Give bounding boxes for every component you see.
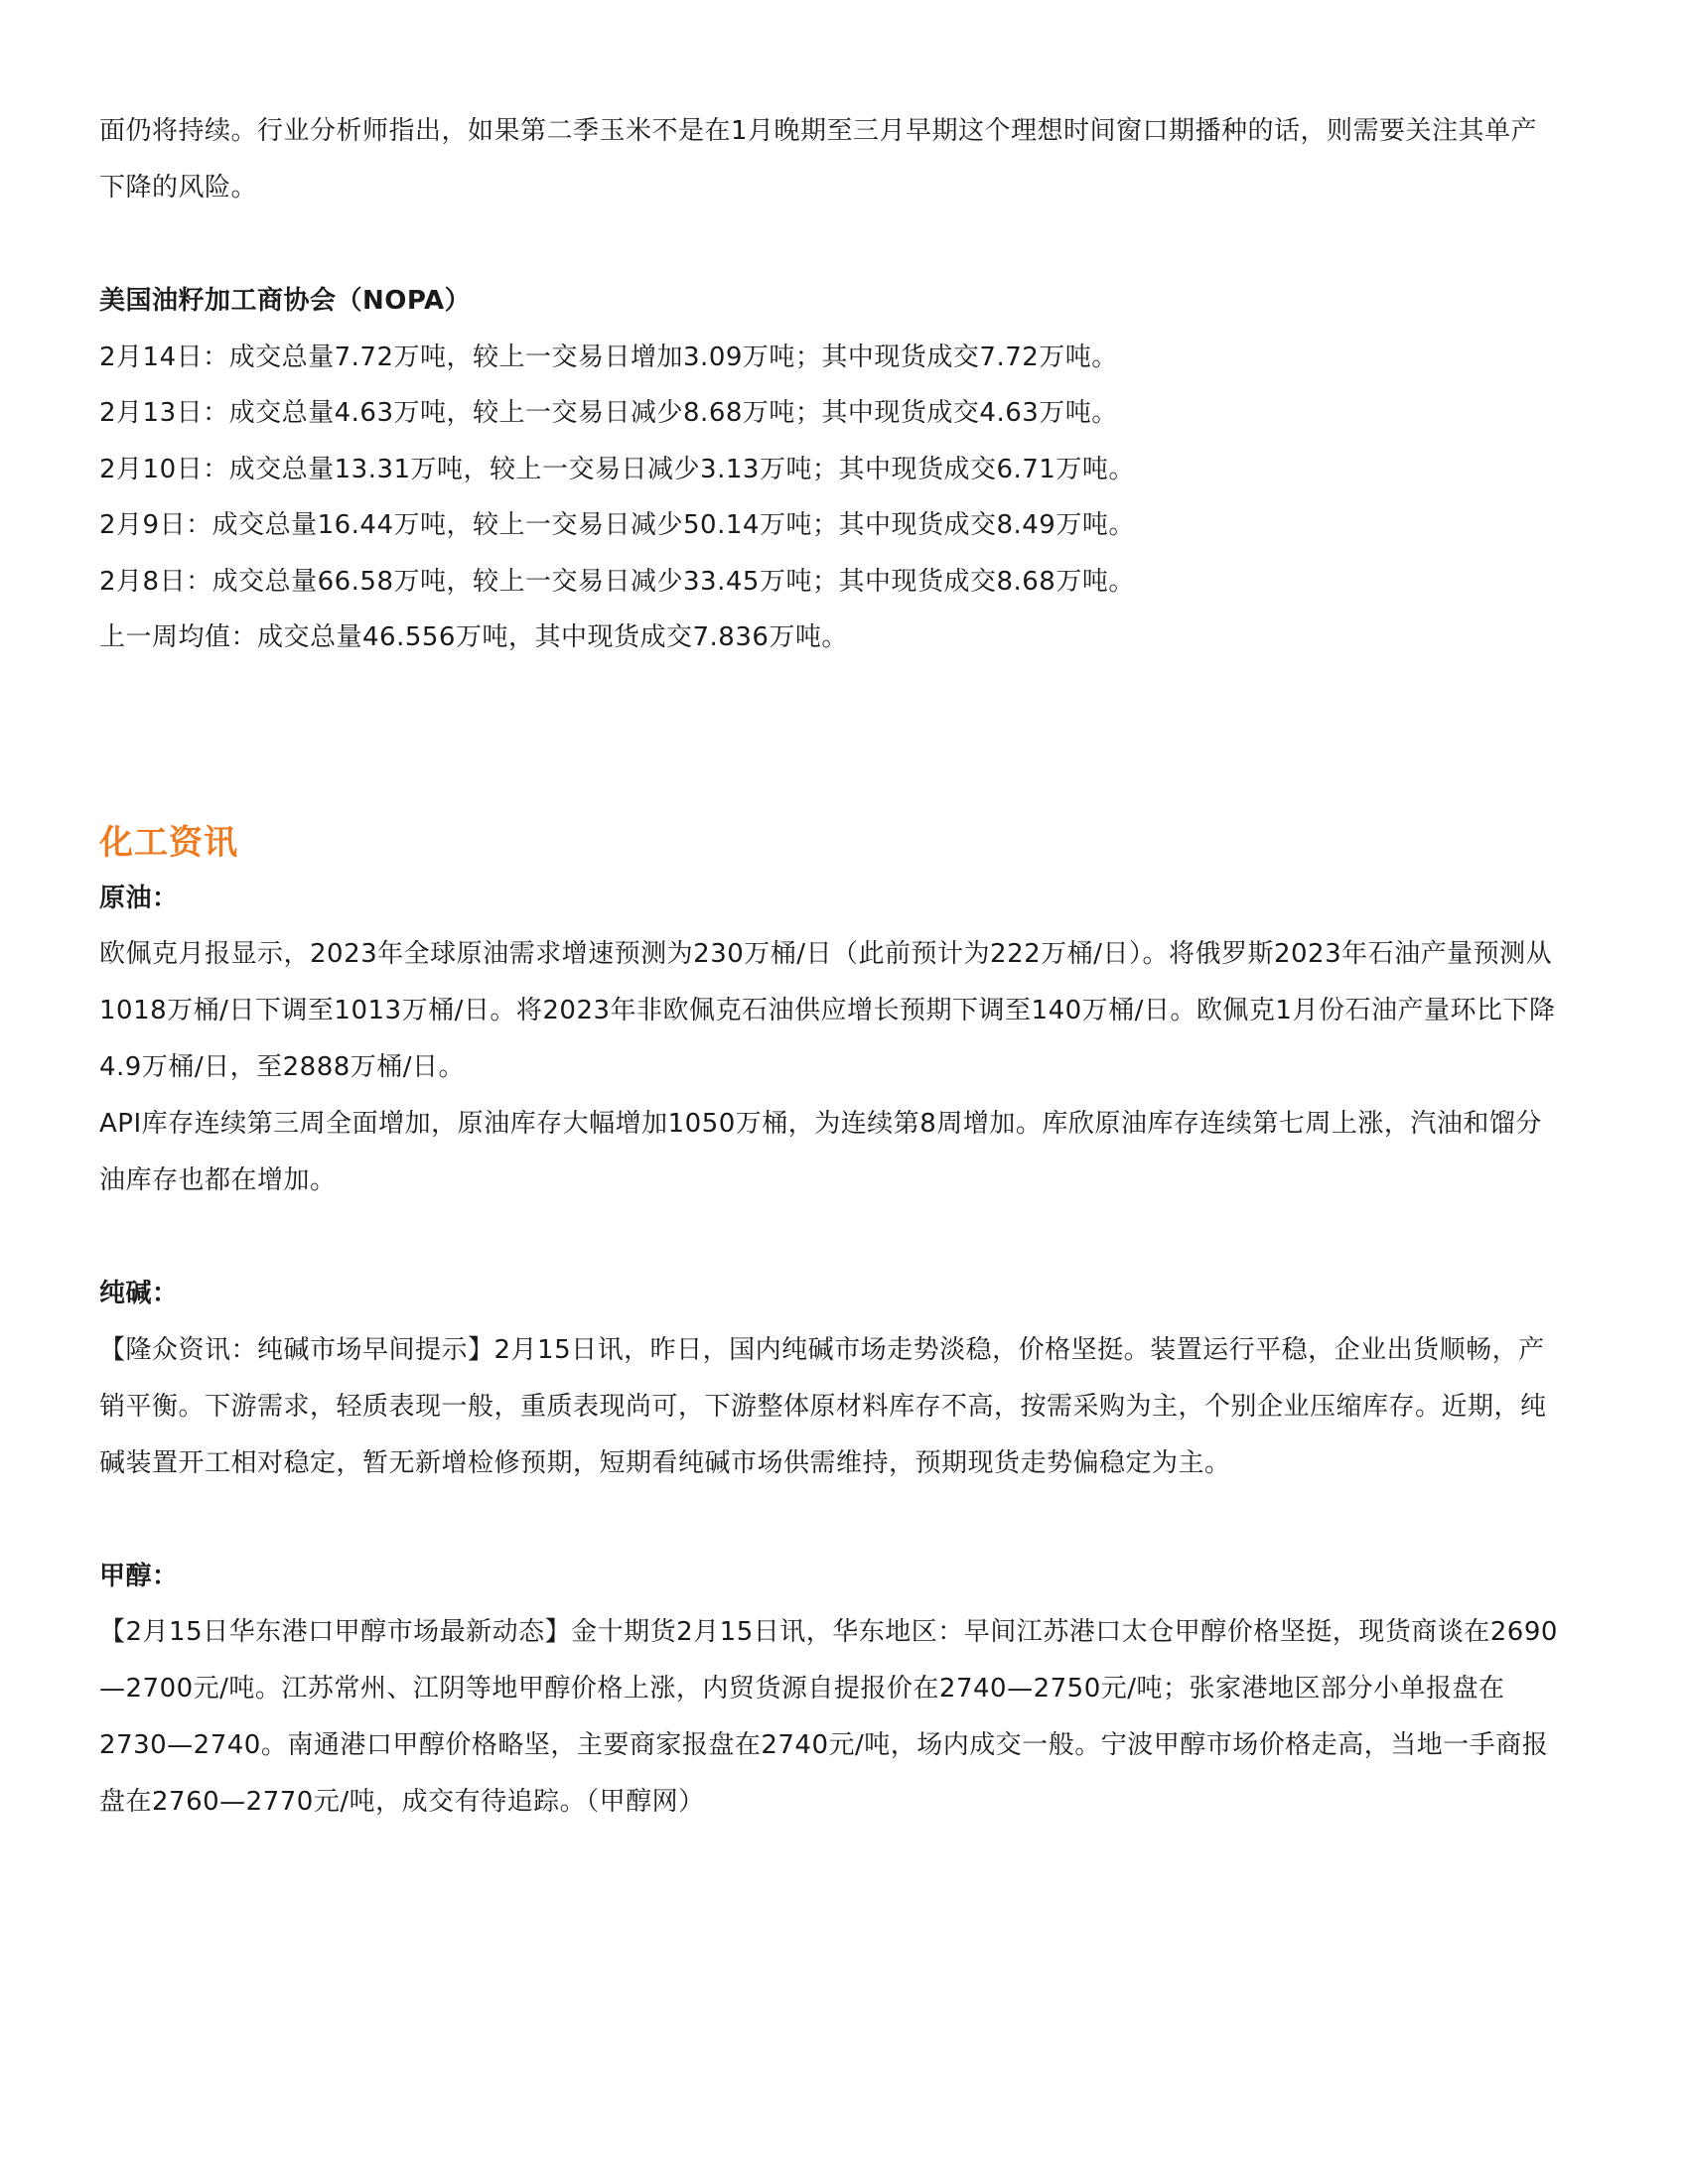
nopa-weekly-average: 上一周均值：成交总量46.556万吨，其中现货成交7.836万吨。 xyxy=(99,622,848,652)
crude-paragraph-api: API库存连续第三周全面增加，原油库存大幅增加1050万桶，为连续第8周增加。库欣原油库存连续第七周上涨，汽油和馏分油库存也都在增加。 xyxy=(99,1109,1542,1195)
section-title-chem: 化工资讯 xyxy=(99,822,238,863)
document-page xyxy=(99,103,1559,1831)
spacer xyxy=(99,666,1559,815)
nopa-line: 2月8日：成交总量66.58万吨，较上一交易日减少33.45万吨；其中现货成交8.68万吨。 xyxy=(99,566,1135,597)
crude-heading: 原油： xyxy=(99,883,179,913)
nopa-line: 2月10日：成交总量13.31万吨，较上一交易日减少3.13万吨；其中现货成交6.71万吨。 xyxy=(99,454,1135,484)
intro-paragraph: 面仍将持续。行业分析师指出，如果第二季玉米不是在1月晚期至三月早期这个理想时间窗口期播种的话，则需要关注其单产下降的风险。 xyxy=(99,116,1538,203)
spacer xyxy=(99,1492,1559,1549)
crude-paragraph-opec: 欧佩克月报显示，2023年全球原油需求增速预测为230万桶/日（此前预计为222万桶/日）。将俄罗斯2023年石油产量预测从1018万桶/日下调至1013万桶/日。将2023年非欧佩克石油供应增长预期下调至140万桶/日。欧佩克1月份石油产量环比下降4.9万桶/日，至2888万桶/日。 xyxy=(99,939,1556,1082)
nopa-line: 2月13日：成交总量4.63万吨，较上一交易日减少8.68万吨；其中现货成交4.63万吨。 xyxy=(99,398,1118,428)
methanol-heading: 甲醇： xyxy=(99,1561,179,1591)
nopa-heading: 美国油籽加工商协会（NOPA） xyxy=(99,286,472,316)
soda-heading: 纯碱： xyxy=(99,1279,179,1308)
spacer xyxy=(99,1209,1559,1266)
spacer xyxy=(99,216,1559,273)
nopa-line: 2月14日：成交总量7.72万吨，较上一交易日增加3.09万吨；其中现货成交7.72万吨。 xyxy=(99,341,1118,372)
nopa-line: 2月9日：成交总量16.44万吨，较上一交易日减少50.14万吨；其中现货成交8.49万吨。 xyxy=(99,510,1135,540)
methanol-paragraph: 【2月15日华东港口甲醇市场最新动态】金十期货2月15日讯，华东地区：早间江苏港口太仓甲醇价格坚挺，现货商谈在2690—2700元/吨。江苏常州、江阴等地甲醇价格上涨，内贸货源自提报价在2740—2750元/吨；张家港地区部分小单报盘在2730—2740。南通港口甲醇价格略坚，主要商家报盘在2740元/吨，场内成交一般。宁波甲醇市场价格走高，当地一手商报盘在2760—2770元/吨，成交有待追踪。（甲醇网） xyxy=(99,1617,1558,1817)
soda-paragraph: 【隆众资讯：纯碱市场早间提示】2月15日讯，昨日，国内纯碱市场走势淡稳，价格坚挺。装置运行平稳，企业出货顺畅，产销平衡。下游需求，轻质表现一般，重质表现尚可，下游整体原材料库存不高，按需采购为主，个别企业压缩库存。近期，纯碱装置开工相对稳定，暂无新增检修预期，短期看纯碱市场供需维持，预期现货走势偏稳定为主。 xyxy=(99,1334,1547,1478)
